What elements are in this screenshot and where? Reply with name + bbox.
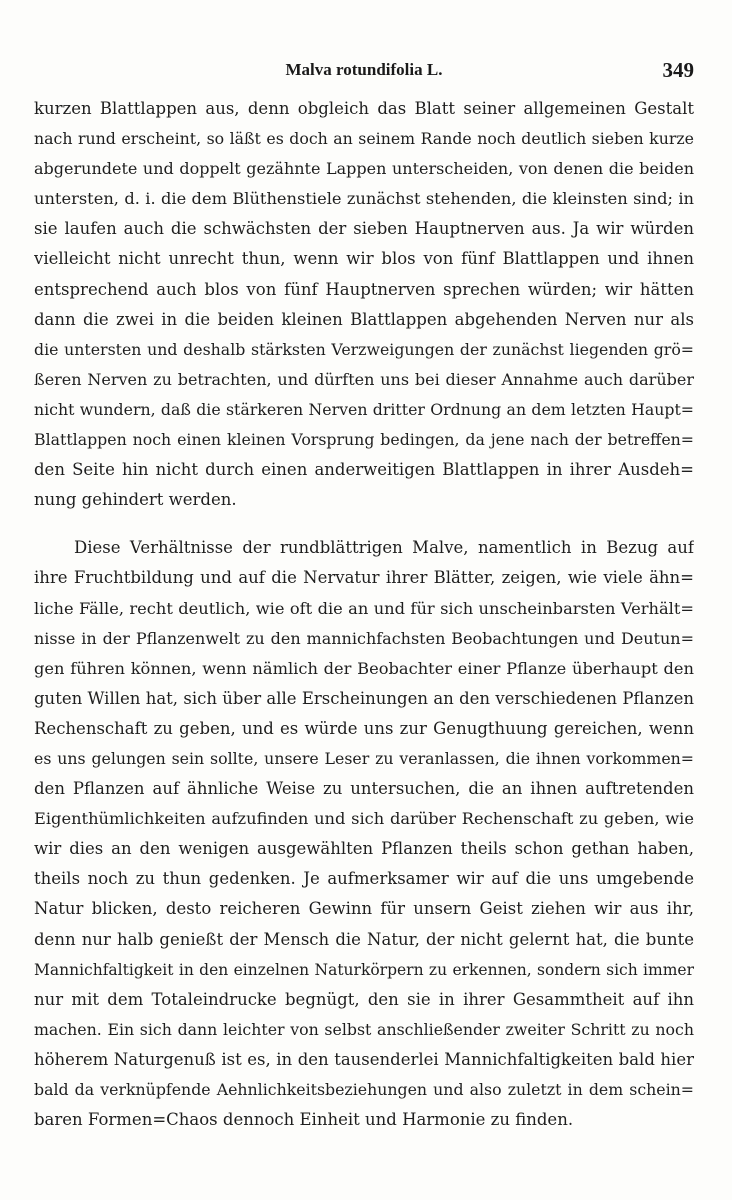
text-line: Rechenschaft zu geben, und es würde uns zur Genugthuung gereichen, wenn (34, 718, 694, 738)
text-line: ihre Fruchtbildung und auf die Nervatur ihrer Blätter, zeigen, wie viele ähn= (34, 568, 694, 588)
paragraph-1 (34, 94, 694, 515)
text-line: den Seite hin nicht durch einen anderweitigen Blattlappen in ihrer Ausdeh= (34, 460, 694, 480)
text-line: nach rund erscheint, so läßt es doch an seinem Rande noch deutlich sieben kurze (34, 129, 694, 149)
text-line: gen führen können, wenn nämlich der Beobachter einer Pflanze überhaupt den (34, 658, 694, 678)
page-number: 349 (662, 58, 694, 82)
text-line: Blattlappen noch einen kleinen Vorsprung bedingen, da jene nach der betreffen= (34, 430, 694, 450)
text-line: bald da verknüpfende Aehnlichkeitsbeziehungen und also zuletzt in dem schein= (34, 1080, 694, 1099)
text-line: Eigenthümlichkeiten aufzufinden und sich darüber Rechenschaft zu geben, wie (34, 809, 694, 829)
text-line: nicht wundern, daß die stärkeren Nerven dritter Ordnung an dem letzten Haupt= (34, 399, 694, 419)
paragraph-2 (34, 533, 694, 1135)
text-line: höherem Naturgenuß ist es, in den tausenderlei Mannichfaltigkeiten bald hier (34, 1049, 694, 1069)
text-line: Diese Verhältnisse der rundblättrigen Malve, namentlich in Bezug auf (74, 538, 694, 558)
text-line: vielleicht nicht unrecht thun, wenn wir blos von fünf Blattlappen und ihnen (34, 249, 694, 269)
text-line: wir dies an den wenigen ausgewählten Pflanzen theils schon gethan haben, (34, 839, 694, 859)
text-line: Natur blicken, desto reicheren Gewinn für unsern Geist ziehen wir aus ihr, (34, 899, 694, 919)
text-line: abgerundete und doppelt gezähnte Lappen unterscheiden, von denen die beiden (34, 159, 694, 179)
text-line: dann die zwei in die beiden kleinen Blattlappen abgehenden Nerven nur als (34, 309, 694, 329)
text-line: liche Fälle, recht deutlich, wie oft die an und für sich unscheinbarsten Verhält= (34, 598, 694, 618)
running-title: Malva rotundifolia L. (285, 60, 443, 79)
text-line: nung gehindert werden. (34, 490, 237, 510)
text-line: machen. Ein sich dann leichter von selbst anschließender zweiter Schritt zu noch (34, 1019, 694, 1039)
text-line: den Pflanzen auf ähnliche Weise zu untersuchen, die an ihnen auftretenden (34, 779, 694, 799)
text-line: untersten, d. i. die dem Blüthenstiele zunächst stehenden, die kleinsten sind; in (34, 189, 694, 209)
running-head (34, 60, 694, 86)
text-line: sie laufen auch die schwächsten der sieben Hauptnerven aus. Ja wir würden (34, 219, 694, 239)
text-line: nisse in der Pflanzenwelt zu den mannichfachsten Beobachtungen und Deutun= (34, 628, 694, 648)
text-line: baren Formen=Chaos dennoch Einheit und Harmonie zu finden. (34, 1110, 574, 1130)
body-text (34, 94, 694, 1135)
paragraph-gap (34, 515, 694, 533)
text-line: kurzen Blattlappen aus, denn obgleich das Blatt seiner allgemeinen Gestalt (34, 99, 694, 118)
text-line: nur mit dem Totaleindrucke begnügt, den sie in ihrer Gesammtheit auf ihn (34, 989, 694, 1009)
text-line: ßeren Nerven zu betrachten, und dürften uns bei dieser Annahme auch darüber (34, 369, 694, 389)
text-line: denn nur halb genießt der Mensch die Natur, der nicht gelernt hat, die bunte (34, 929, 694, 949)
text-line: guten Willen hat, sich über alle Erscheinungen an den verschiedenen Pflanzen (34, 688, 694, 708)
text-line: theils noch zu thun gedenken. Je aufmerksamer wir auf die uns umgebende (34, 869, 694, 889)
text-line: entsprechend auch blos von fünf Hauptnerven sprechen würden; wir hätten (34, 279, 694, 299)
text-line: es uns gelungen sein sollte, unsere Leser zu veranlassen, die ihnen vorkommen= (34, 748, 694, 768)
text-line: die untersten und deshalb stärksten Verzweigungen der zunächst liegenden grö= (34, 339, 694, 359)
text-line: Mannichfaltigkeit in den einzelnen Naturkörpern zu erkennen, sondern sich immer (34, 960, 694, 979)
